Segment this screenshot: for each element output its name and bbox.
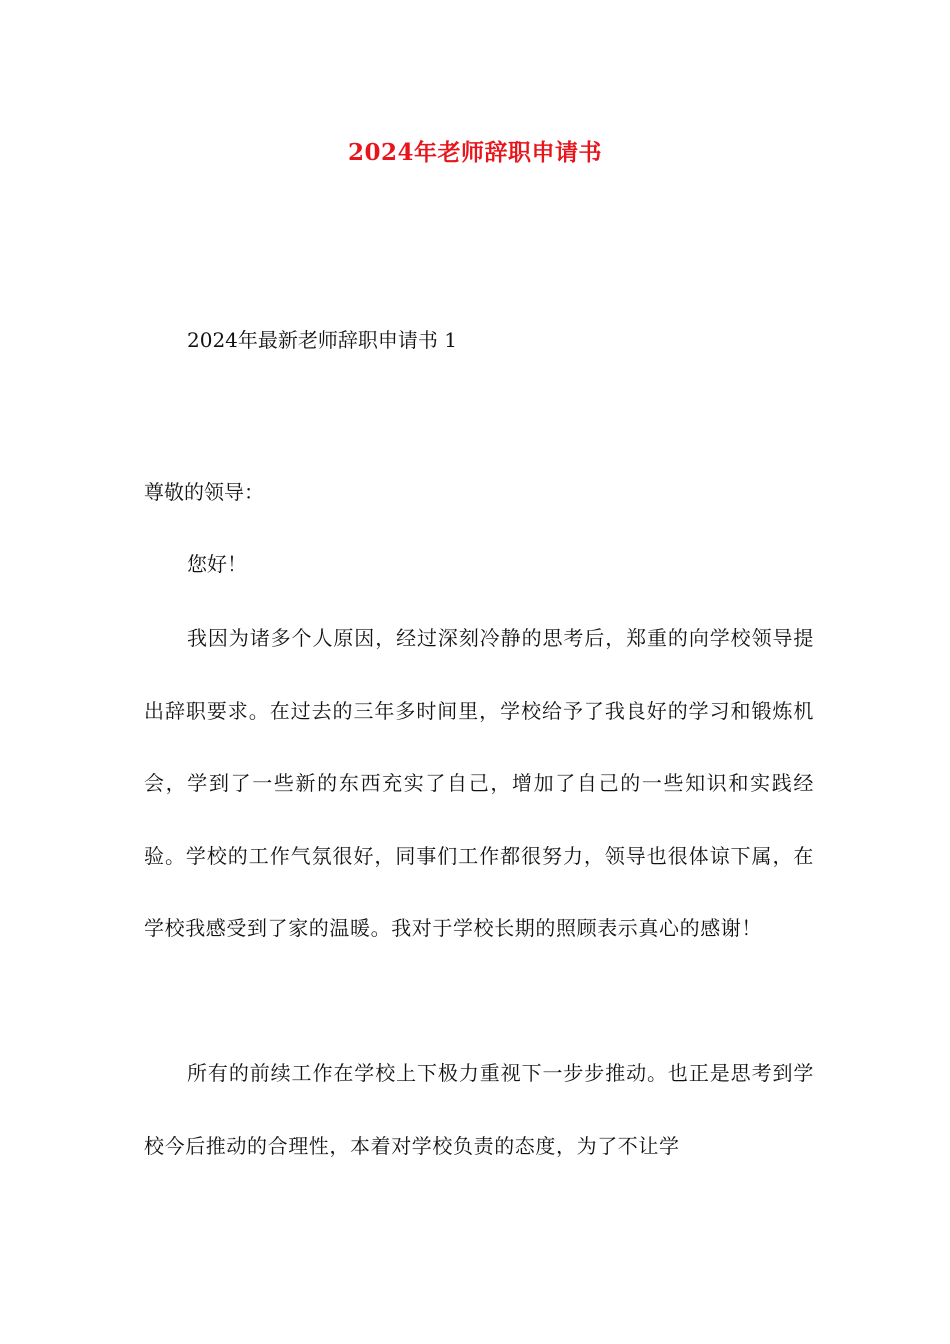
document-subtitle: 2024年最新老师辞职申请书 1: [187, 328, 457, 352]
body-paragraph: 我因为诸多个人原因，经过深刻冷静的思考后，郑重的向学校领导提出辞职要求。在过去的三年多时间里，学校给予了我良好的学习和锻炼机会，学到了一些新的东西充实了自己，增加了自己的一些知识和实践经验。学校的工作气氛很好，同事们工作都很努力，领导也很体谅下属，在学校我感受到了家的温暖。我对于学校长期的照顾表示真心的感谢！: [144, 626, 814, 940]
body-paragraph: 所有的前续工作在学校上下极力重视下一步步推动。也正是思考到学校今后推动的合理性，本着对学校负责的态度，为了不让学: [144, 1061, 814, 1158]
document-title: 2024年老师辞职申请书: [347, 139, 602, 166]
salutation: 尊敬的领导：: [144, 480, 264, 504]
greeting: 您好！: [187, 552, 247, 576]
